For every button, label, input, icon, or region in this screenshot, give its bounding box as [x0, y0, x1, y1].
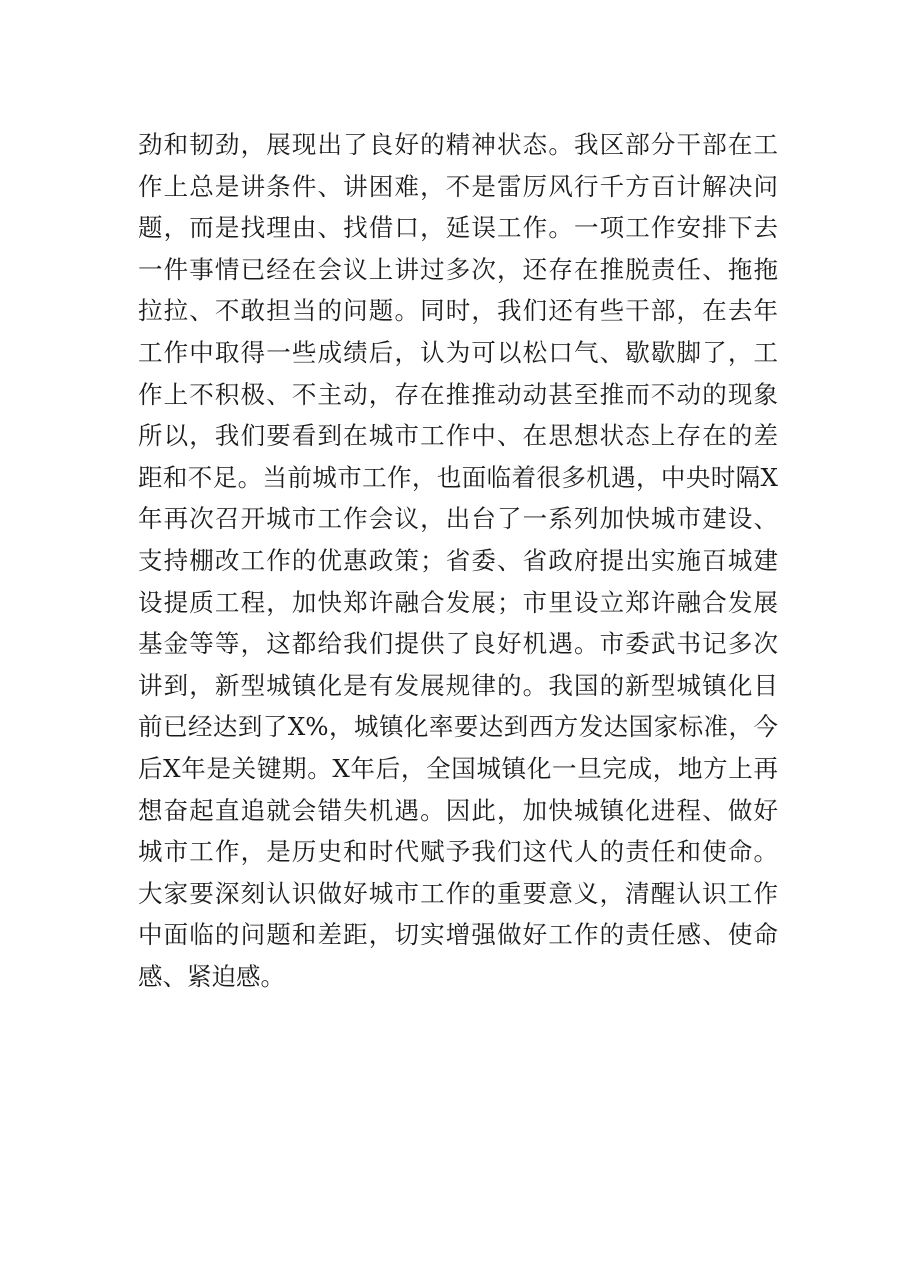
text-line: 设提质工程，加快郑许融合发展；市里设立郑许融合发展	[138, 587, 778, 617]
text-line: 大家要深刻认识做好城市工作的重要意义，清醒认识工作	[138, 878, 778, 908]
text-line: 劲和韧劲，展现出了良好的精神状态。我区部分干部在工	[138, 130, 778, 159]
body-paragraph	[138, 124, 778, 997]
text-line: 作上总是讲条件、讲困难，不是雷厉风行千方百计解决问	[138, 171, 778, 201]
text-line: 距和不足。当前城市工作，也面临着很多机遇，中央时隔X	[138, 462, 778, 492]
text-line: 中面临的问题和差距，切实增强做好工作的责任感、使命	[138, 920, 778, 950]
text-line: 年再次召开城市工作会议，出台了一系列加快城市建设、	[138, 504, 778, 534]
text-line: 作上不积极、不主动，存在推推动动甚至推而不动的现象	[138, 379, 778, 409]
text-line: 支持棚改工作的优惠政策；省委、省政府提出实施百城建	[138, 545, 778, 575]
text-line: 讲到，新型城镇化是有发展规律的。我国的新型城镇化目	[138, 670, 778, 700]
text-line: 基金等等，这都给我们提供了良好机遇。市委武书记多次	[138, 629, 778, 659]
text-line: 拉拉、不敢担当的问题。同时，我们还有些干部，在去年	[138, 296, 778, 326]
text-line: 想奋起直追就会错失机遇。因此，加快城镇化进程、做好	[138, 795, 778, 825]
text-line: 后X年是关键期。X年后，全国城镇化一旦完成，地方上再	[138, 753, 778, 783]
text-line: 城市工作，是历史和时代赋予我们这代人的责任和使命。	[138, 837, 778, 867]
text-line: 一件事情已经在会议上讲过多次，还存在推脱责任、拖拖	[138, 254, 778, 284]
text-line-last: 感、紧迫感。	[138, 961, 285, 991]
text-line: 题，而是找理由、找借口，延误工作。一项工作安排下去	[138, 213, 778, 243]
text-line: 工作中取得一些成绩后，认为可以松口气、歇歇脚了，工	[138, 337, 778, 367]
text-line: 前已经达到了X%，城镇化率要达到西方发达国家标准，今	[138, 712, 778, 742]
text-line: 所以，我们要看到在城市工作中、在思想状态上存在的差	[138, 421, 778, 451]
